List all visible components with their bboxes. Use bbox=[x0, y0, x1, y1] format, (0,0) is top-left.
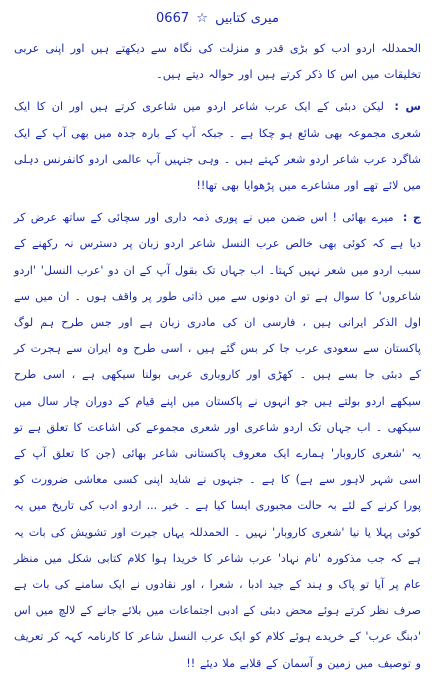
answer-marker: ج : bbox=[402, 211, 421, 225]
paragraph-text: الحمدللہ اردو ادب کو بڑی قدر و منزلت کی نگاہ سے دیکھتے ہیں اور اپنی عربی تخلیقات میں اس کا ذکر کرتے ہیں اور حوالہ دیتے ہیں۔ bbox=[14, 42, 421, 82]
paragraph-text: لیکن دبئی کے ایک عرب شاعر اردو میں شاعری کرتے ہیں اور ان کا ایک شعری مجموعہ بھی شائع ہو چکا ہے ۔ جبکہ آپ کے بارہ جدہ میں بھی آپ کے ایک شاگرد عرب شاعر اردو شعر کہتے ہیں ۔ وہی جنہیں آپ عالمی اردو کانفرنس دہلی میں لائے تھے اور مشاعرے میں پڑھوایا بھی تھا!! bbox=[14, 100, 421, 193]
paragraph-text: میرے بھائی ! اس ضمن میں نے پوری ذمہ داری اور سچائی کے ساتھ عرض کر دیا ہے کہ کوئی بھی خالص عرب النسل شاعر اردو زبان پر دسترس نہ رکھنے کے سبب اردو میں شعر نہیں کہتا۔ اب جہاں تک بقول آپ کے ان دو 'عرب النسل' 'اردو شاعروں' کا سوال ہے تو ان دونوں سے میں ذاتی طور پر واقف ہوں ۔ ان میں سے اول الذکر ایرانی ہیں ، فارسی ان کی مادری زبان ہے اور جس طرح ہم لوگ پاکستان سے سعودی عرب جا کر بس گئے ہیں ، اسی طرح وہ ایران سے ہجرت کر کے دبئی جا بسے ہیں ۔ کھڑی اور کاروباری عربی بولنا سیکھی ہے ، اسی طرح سیکھے اردو بولتے ہیں جو انہوں نے پاکستان میں اپنے قیام کے دوران چار سال میں سیکھی ۔ اب جہاں تک اردو شاعری اور شعری مجموعے کی اشاعت کا تعلق ہے تو یہ 'شعری کاروبار' ہمارے ایک معروف پاکستانی شاعر بھائی (جن کا تعلق آپ کے اسی شہر لاہور سے ہے) کا ہے ۔ جنہوں نے شاید اپنی کسی معاشی ضرورت کو پورا کرنے کے لئے بہ حالت مجبوری ایسا کیا ہے ۔ خیر ... اردو ادب کی تاریخ میں یہ کوئی پہلا یا نیا 'شعری کاروبار' نہیں ۔ الحمدللہ یہاں جیرت اور تشویش کی بات یہ ہے کہ جب مذکورہ 'نام نہاد' عرب شاعر کا خریدا ہوا کلام کتابی شکل میں منظر عام پر آیا تو پاک و ہند کے جید ادبا ، شعرا ، اور نقادوں نے ایک سامنے کی بات ہے صرف نظر کرتے ہوئے محض دبئی کے ادبی اجتماعات میں بلائے جانے کے لالچ میں اس 'دبنگ عرب' کے خریدے ہوئے کلام کو ایک عرب النسل شاعر کا کارنامہ کہہ کر تعریف و توصیف میں زمین و آسمان کے قلابے ملا دیئے !! bbox=[14, 211, 421, 670]
paragraph-intro bbox=[14, 36, 421, 88]
header-number: 0667 bbox=[156, 11, 190, 26]
page-header bbox=[14, 10, 421, 28]
paragraph-question bbox=[14, 94, 421, 199]
star-icon: ☆ bbox=[196, 11, 208, 26]
question-marker: س : bbox=[394, 100, 421, 114]
paragraph-answer bbox=[14, 205, 421, 677]
header-title: میری کتابیں bbox=[215, 11, 279, 26]
